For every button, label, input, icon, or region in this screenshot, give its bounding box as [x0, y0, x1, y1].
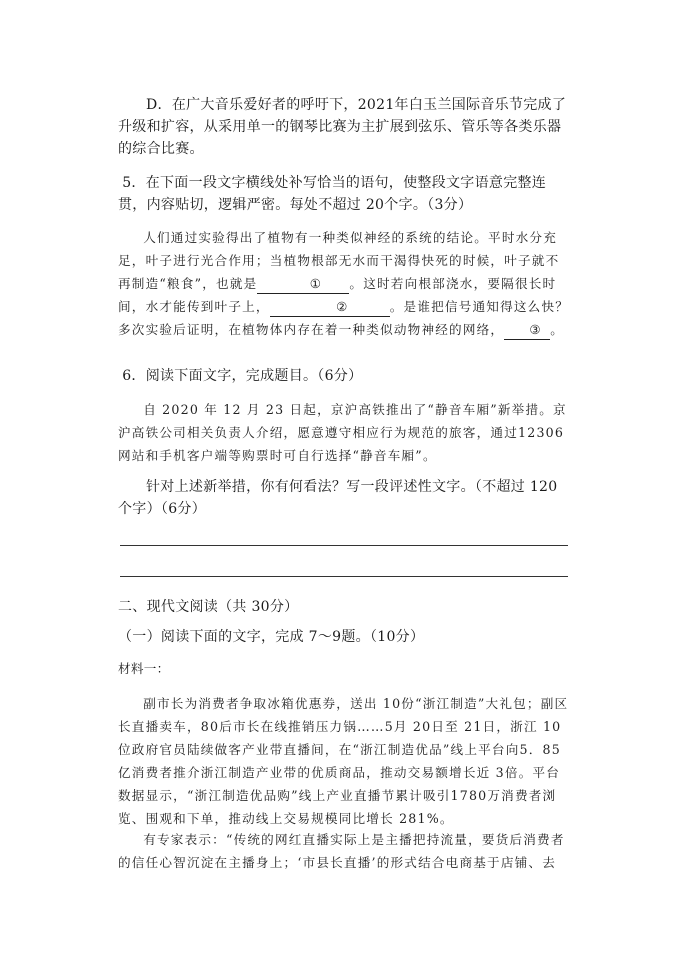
question-5-stem: 5．在下面一段文字横线处补写恰当的语句，使整段文字语意完整连贯，内容贴切，逻辑严密。每处不超过 20个字。（3分） [118, 175, 547, 213]
subsection-1-heading: （一）阅读下面的文字，完成 7～9题。（10分） [118, 629, 425, 645]
material-1-label: 材料一： [118, 661, 170, 676]
answer-blank-1[interactable]: ① [257, 276, 349, 294]
answer-blank-3[interactable]: ③ [504, 322, 550, 340]
question-6-passage: 自 2020 年 12 月 23 日起，京沪高铁推出了“静音车厢”新举措。京沪高铁公司相关负责人介绍，愿意遵守相应行为规范的旅客，通过12306网站和手机客户端等购票时可自行选择“静音车厢”。 [118, 402, 567, 463]
section-2-heading: 二、现代文阅读（共 30分） [118, 599, 299, 615]
q5-passage-part2: 。这时若向根部浇水，要隔很长时间，水才能传到叶子上， [118, 276, 557, 314]
q5-passage-part4: 。 [550, 322, 565, 337]
question-6-stem: 6．阅读下面文字，完成题目。（6分） [122, 368, 363, 384]
answer-blank-2[interactable]: ② [270, 299, 390, 317]
q5-passage-part3: 。是谁把信号通知得这么快？多次实验后证明，在植物体内存在着一种类似动物神经的网络， [118, 299, 570, 337]
q5-passage-part1: 人们通过实验得出了植物有一种类似神经的系统的结论。平时水分充足，叶子进行光合作用；当植物根部无水而干渴得快死的时候，叶子就不再制造“粮食”，也就是 [118, 230, 560, 291]
question-6-task: 针对上述新举措，你有何看法？写一段评述性文字。（不超过 120个字）（6分） [118, 479, 558, 517]
answer-line-2[interactable] [120, 576, 568, 577]
material-1-paragraph-1: 副市长为消费者争取冰箱优惠券，送出 10份“浙江制造”大礼包；副区长直播卖车，80后市长在线推销压力锅……5月 20日至 21日，浙江 10位政府官员陆续做客产业带直播间，在“浙江制造优品”线上平台向5．85亿消费者推介浙江制造产业带的优质商品，推动交易额增长近 3倍。平台数据显示，“浙江制造优品购”线上产业直播节累计吸引1780万消费者浏览、围观和下单，推动线上交易规模同比增长 281%。 [118, 696, 569, 826]
question-5-passage [118, 226, 570, 341]
material-1-paragraph-2: 有专家表示：“传统的网红直播实际上是主播把持流量，要货后消费者的信任心智沉淀在主播身上；‘市县长直播’的形式结合电商基于店铺、去 [118, 832, 565, 870]
answer-line-1[interactable] [120, 545, 568, 546]
option-d-text: D．在广大音乐爱好者的呼吁下，2021年白玉兰国际音乐节完成了升级和扩容，从采用单一的钢琴比赛为主扩展到弦乐、管乐等各类乐器的综合比赛。 [118, 97, 567, 157]
